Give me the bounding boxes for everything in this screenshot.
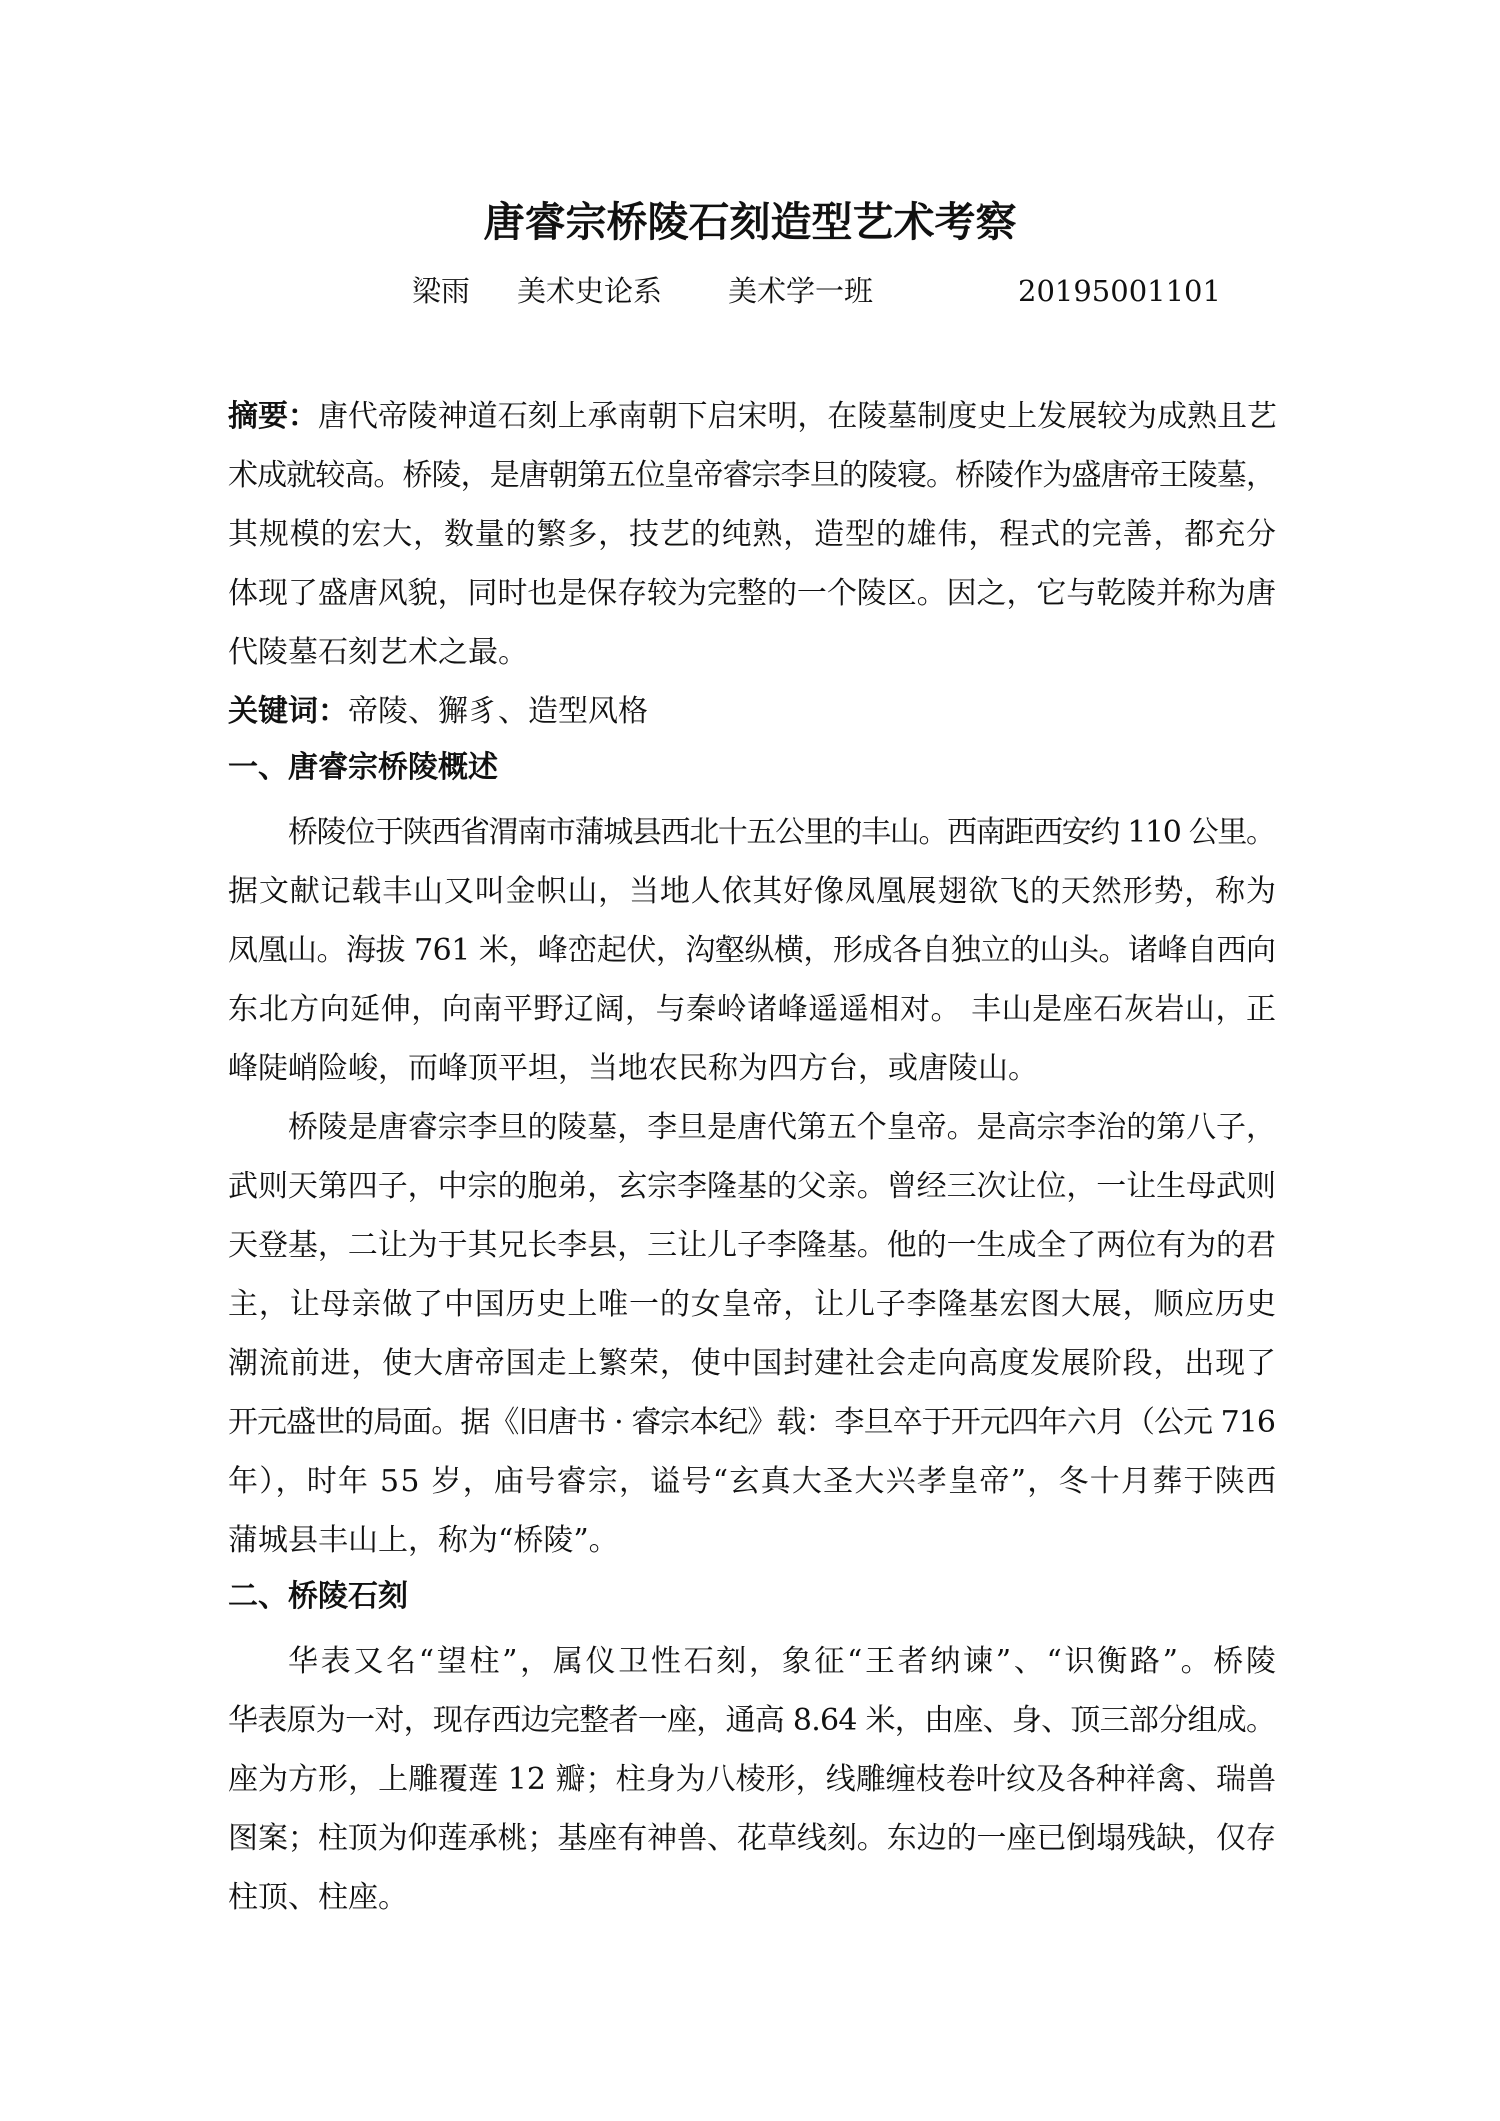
author-department: 美术史论系 bbox=[517, 274, 663, 308]
keywords bbox=[228, 678, 1276, 737]
abstract bbox=[228, 383, 1276, 678]
section-heading: 二、桥陵石刻 bbox=[228, 1579, 408, 1614]
abstract-line bbox=[228, 383, 1276, 442]
author-name: 梁雨 bbox=[412, 274, 471, 308]
author-class: 美术学一班 bbox=[728, 274, 874, 308]
abstract-text: 唐代帝陵神道石刻上承南朝下启宋明，在陵墓制度史上发展较为成熟且艺 bbox=[317, 398, 1277, 434]
abstract-line: 术成就较高。桥陵，是唐朝第五位皇帝睿宗李旦的陵寝。桥陵作为盛唐帝王陵墓， bbox=[228, 457, 1276, 493]
paragraph bbox=[228, 799, 1276, 1094]
paragraph-line: 武则天第四子，中宗的胞弟，玄宗李隆基的父亲。曾经三次让位，一让生母武则 bbox=[228, 1168, 1276, 1204]
abstract-first-line bbox=[228, 391, 1277, 435]
abstract-line: 其规模的宏大，数量的繁多，技艺的纯熟，造型的雄伟，程式的完善，都充分 bbox=[228, 516, 1277, 552]
paragraph-line: 潮流前进，使大唐帝国走上繁荣，使中国封建社会走向高度发展阶段，出现了 bbox=[228, 1345, 1277, 1381]
paragraph-line: 座为方形，上雕覆莲 12 瓣；柱身为八棱形，线雕缠枝卷叶纹及各种祥禽、瑞兽 bbox=[228, 1761, 1277, 1797]
abstract-line: 体现了盛唐风貌，同时也是保存较为完整的一个陵区。因之，它与乾陵并称为唐 bbox=[228, 575, 1276, 611]
paragraph-line: 凤凰山。海拔 761 米，峰峦起伏，沟壑纵横，形成各自独立的山头。诸峰自西向 bbox=[228, 932, 1276, 968]
paper-body bbox=[228, 383, 1279, 1923]
paragraph-line: 桥陵位于陕西省渭南市蒲城县西北十五公里的丰山。西南距西安约 110 公里。 bbox=[288, 814, 1275, 850]
paragraph-line: 主，让母亲做了中国历史上唯一的女皇帝，让儿子李隆基宏图大展，顺应历史 bbox=[228, 1286, 1277, 1322]
paragraph-line: 东北方向延伸，向南平野辽阔，与秦岭诸峰遥遥相对。 丰山是座石灰岩山，正 bbox=[228, 991, 1277, 1027]
paragraph-line: 桥陵是唐睿宗李旦的陵墓，李旦是唐代第五个皇帝。是高宗李治的第八子， bbox=[288, 1109, 1276, 1145]
paragraph bbox=[228, 1094, 1276, 1566]
abstract-line: 代陵墓石刻艺术之最。 bbox=[228, 634, 528, 670]
paragraph-line: 开元盛世的局面。据《旧唐书 · 睿宗本纪》载：李旦卒于开元四年六月（公元 716 bbox=[228, 1404, 1276, 1440]
student-id: 20195001101 bbox=[1018, 274, 1221, 308]
keywords-text: 帝陵、獬豸、造型风格 bbox=[348, 693, 648, 729]
paragraph-line: 图案；柱顶为仰莲承桃；基座有神兽、花草线刻。东边的一座已倒塌残缺，仅存 bbox=[228, 1820, 1276, 1856]
paragraph-line: 峰陡峭险峻，而峰顶平坦，当地农民称为四方台，或唐陵山。 bbox=[228, 1050, 1038, 1086]
paper-title: 唐睿宗桥陵石刻造型艺术考察 bbox=[483, 198, 1017, 246]
paragraph-line: 华表又名“望柱”，属仪卫性石刻，象征“王者纳谏”、“识衡路”。桥陵 bbox=[288, 1643, 1279, 1679]
paragraph-line: 华表原为一对，现存西边完整者一座，通高 8.64 米，由座、身、顶三部分组成。 bbox=[228, 1702, 1276, 1738]
paragraph-line: 天登基，二让为于其兄长李县，三让儿子李隆基。他的一生成全了两位有为的君 bbox=[228, 1227, 1276, 1263]
paragraph-line: 据文献记载丰山又叫金帜山，当地人依其好像凤凰展翅欲飞的天然形势，称为 bbox=[228, 873, 1277, 909]
keywords-label: 关键词： bbox=[228, 693, 348, 729]
paragraph-line: 蒲城县丰山上，称为“桥陵”。 bbox=[228, 1522, 619, 1558]
paragraph-line: 柱顶、柱座。 bbox=[228, 1879, 408, 1915]
paragraph-line: 年），时年 55 岁，庙号睿宗，谥号“玄真大圣大兴孝皇帝”，冬十月葬于陕西 bbox=[228, 1463, 1278, 1499]
section-heading: 一、唐睿宗桥陵概述 bbox=[228, 750, 498, 785]
paragraph bbox=[228, 1628, 1279, 1923]
abstract-label: 摘要： bbox=[228, 398, 318, 434]
abstract-first-line-wrap bbox=[228, 391, 1276, 435]
